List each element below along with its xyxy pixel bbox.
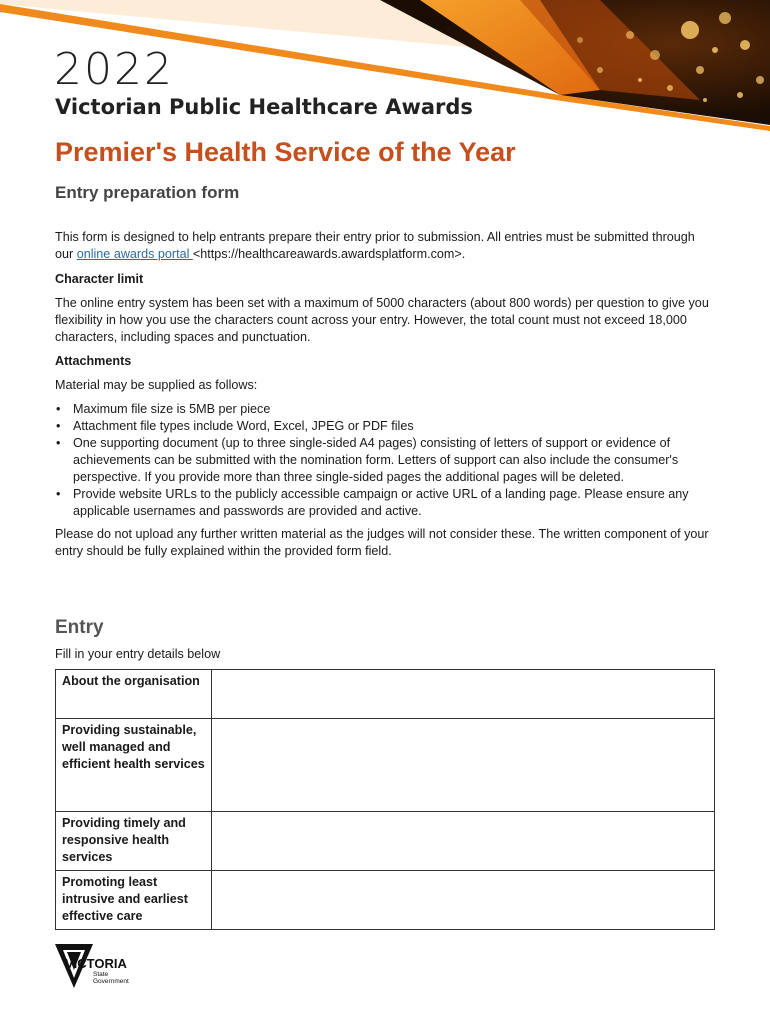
attachments-heading: Attachments: [55, 354, 132, 368]
victoria-state-government-logo: [55, 942, 155, 992]
attachments-section: [55, 353, 715, 560]
page-title: Premier's Health Service of the Year: [55, 137, 516, 167]
award-program-name: Victorian Public Healthcare Awards: [55, 95, 473, 119]
attachments-closing: Please do not upload any further written material as the judges will not consider these. The written component of your entry should be fully explained within the provided form field.: [55, 527, 709, 558]
logo-line-government: Government: [93, 978, 129, 985]
list-item: • Attachment file types include Word, Excel, JPEG or PDF files: [55, 418, 715, 435]
intro-text: This form is designed to help entrants prepare their entry prior to submission. All entries must be submitted through our: [55, 230, 695, 261]
attachments-intro: Material may be supplied as follows:: [55, 378, 258, 392]
least-intrusive-care-field[interactable]: [212, 871, 715, 930]
character-limit-text: The online entry system has been set with a maximum of 5000 characters (about 800 words) per question to give you flexibility in how you use the characters count across your entry. However, the total count must not exceed 18,000 characters, including spaces and punctuation.: [55, 296, 709, 344]
table-row: [56, 871, 715, 930]
awards-portal-link[interactable]: online awards portal: [76, 247, 193, 261]
character-limit-section: [55, 271, 715, 346]
list-item: • One supporting document (up to three single-sided A4 pages) consisting of letters of support or evidence of achievements can be submitted with the nomination form. Letters of support can also include the consumer's perspective. If you provide more than three single-sided pages the additional pages will be deleted.: [55, 435, 715, 486]
row-label: Promoting least intrusive and earliest effective care: [56, 871, 212, 930]
row-label: Providing sustainable, well managed and efficient health services: [56, 719, 212, 812]
intro-paragraph: [55, 229, 715, 263]
intro-section: [55, 229, 715, 263]
table-row: [56, 812, 715, 871]
entry-form-table: [55, 669, 715, 930]
logo-line-state: State: [93, 971, 109, 978]
award-year: 2022: [54, 44, 174, 95]
attachments-list: [55, 401, 715, 520]
portal-url-text: <https://healthcareawards.awardsplatform.com>.: [192, 247, 466, 261]
table-row: [56, 719, 715, 812]
row-label: About the organisation: [56, 670, 212, 719]
timely-services-field[interactable]: [212, 812, 715, 871]
about-organisation-field[interactable]: [212, 670, 715, 719]
entry-subheading: Fill in your entry details below: [55, 647, 221, 661]
entry-heading: Entry: [55, 617, 104, 638]
list-item: • Provide website URLs to the publicly accessible campaign or active URL of a landing page. Please ensure any applicable usernames and passwords are provided and active.: [55, 486, 715, 520]
list-item: • Maximum file size is 5MB per piece: [55, 401, 715, 418]
page-subtitle: Entry preparation form: [55, 183, 240, 202]
row-label: Providing timely and responsive health services: [56, 812, 212, 871]
sustainable-services-field[interactable]: [212, 719, 715, 812]
table-row: [56, 670, 715, 719]
logo-wordmark: VICTORIA: [65, 956, 127, 971]
character-limit-heading: Character limit: [55, 272, 144, 286]
